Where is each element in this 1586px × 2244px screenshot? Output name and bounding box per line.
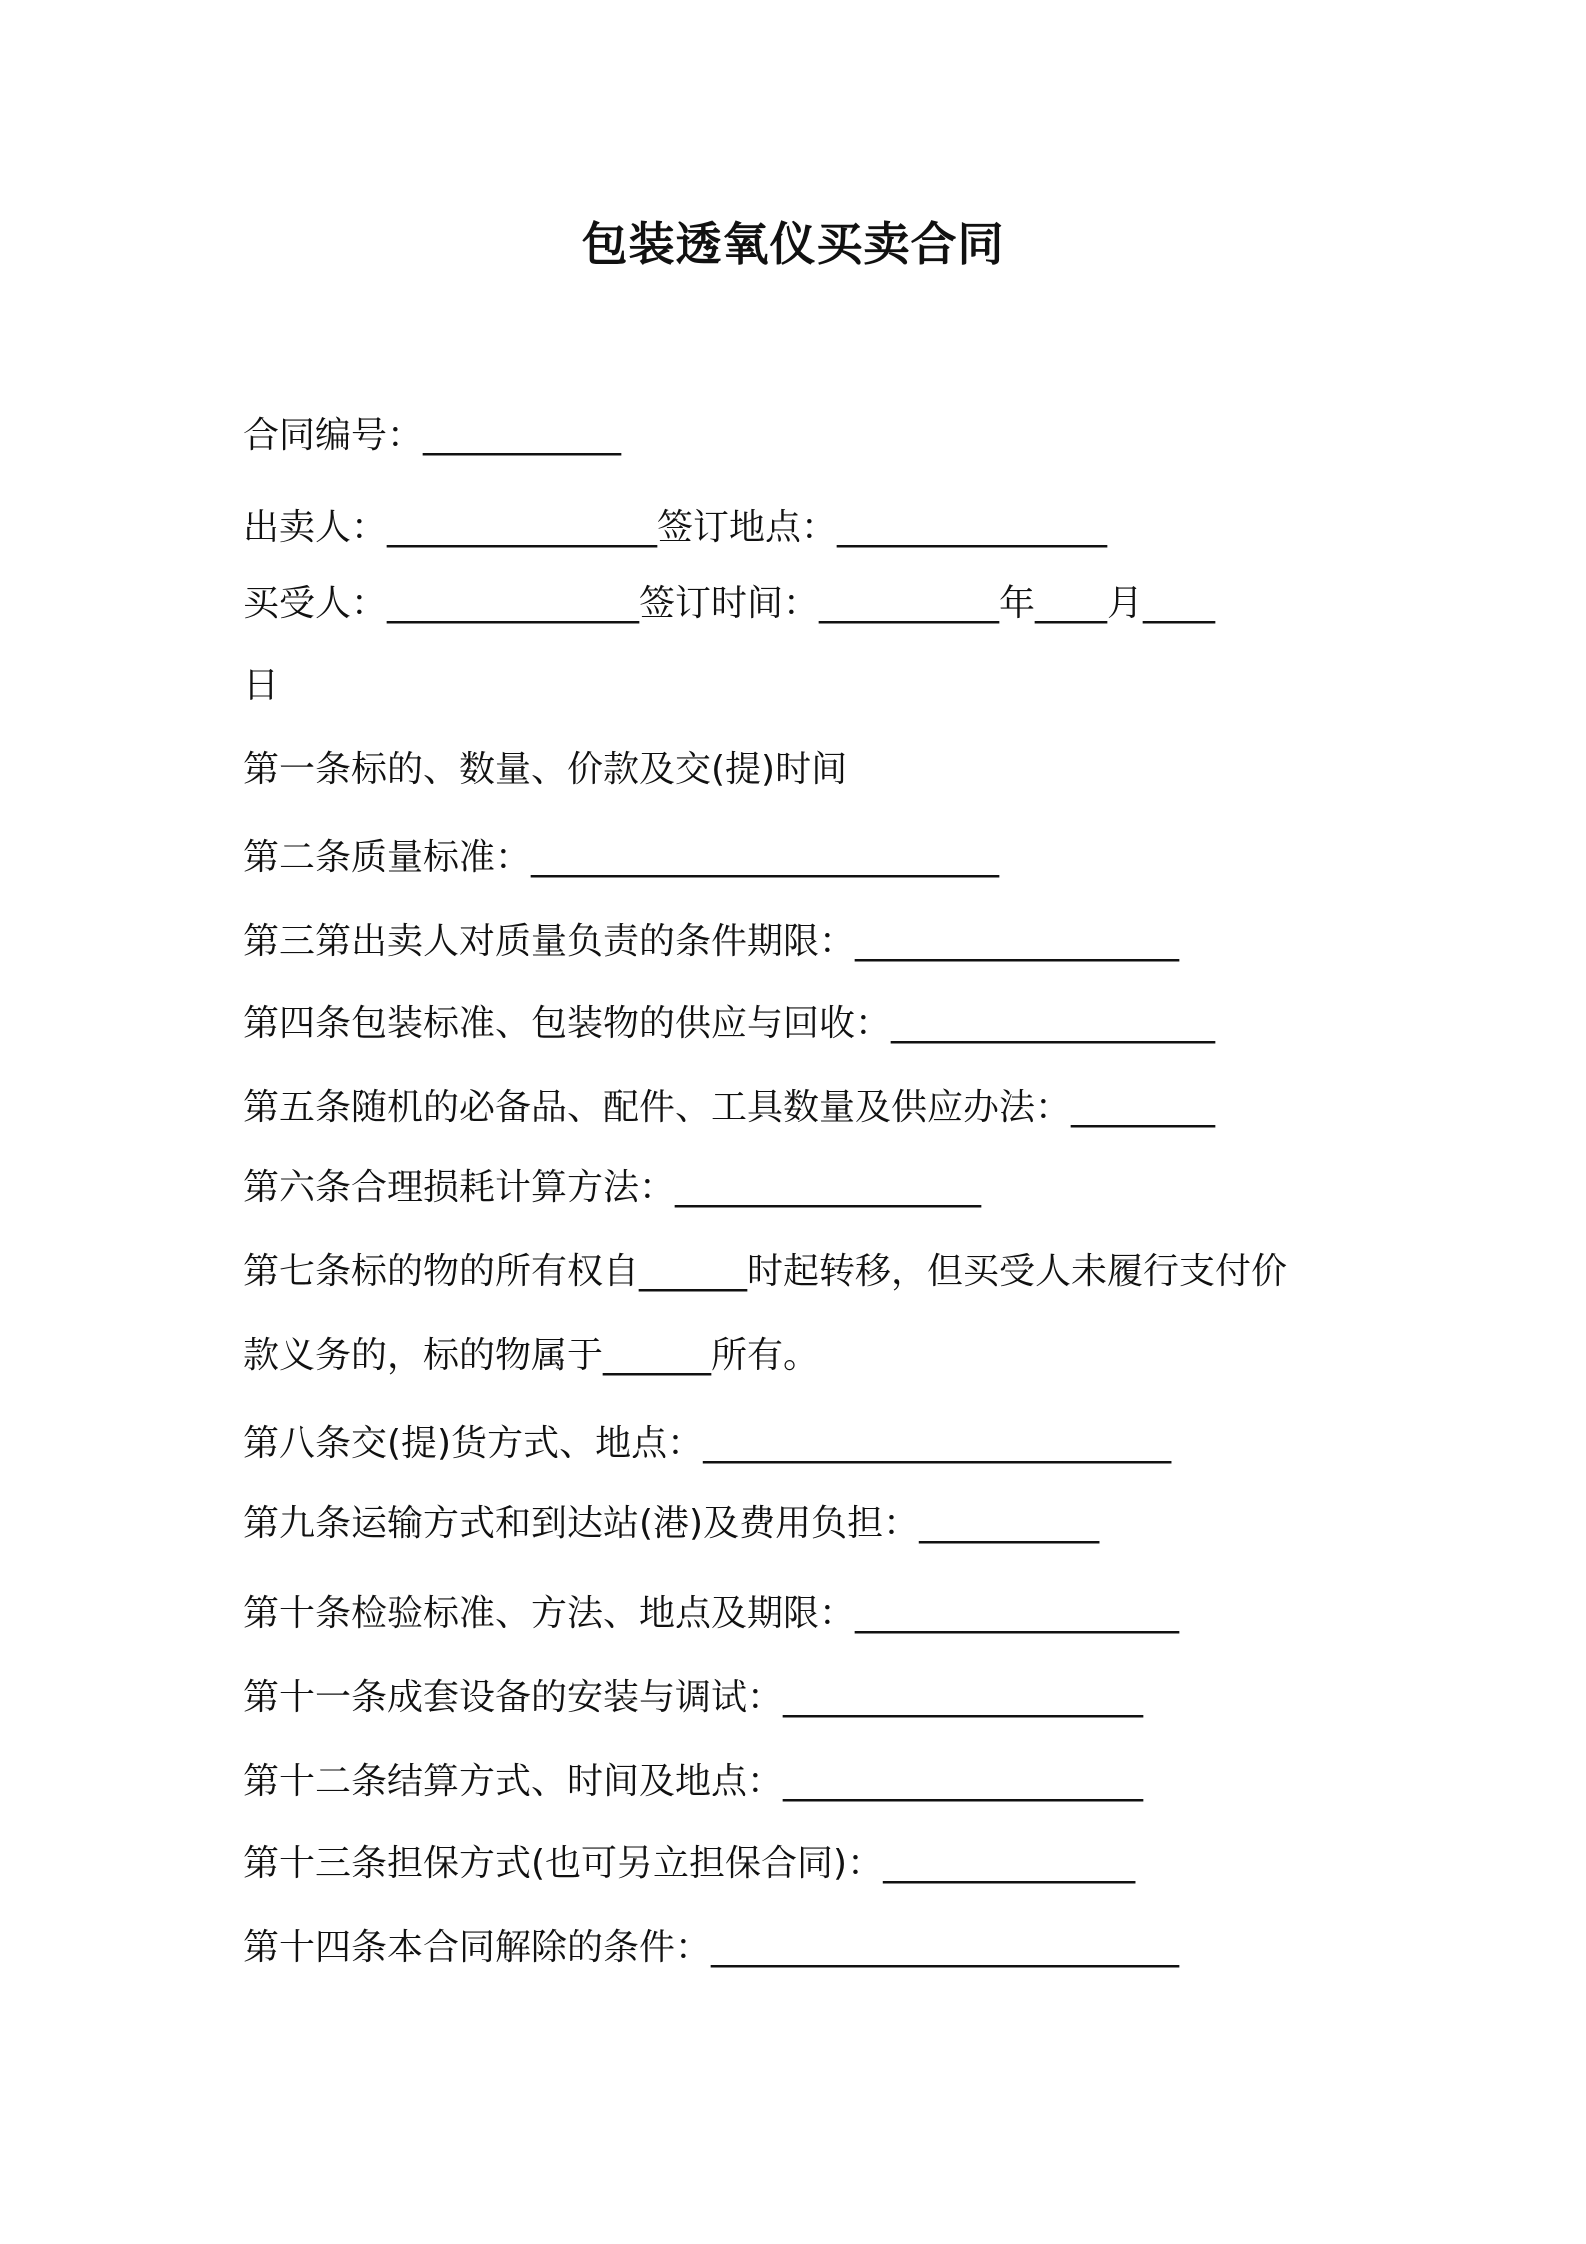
clause-2: 第二条质量标准：__________________________ <box>243 837 1000 878</box>
clause-6: 第六条合理损耗计算方法：_________________ <box>243 1167 982 1208</box>
clause-8: 第八条交(提)货方式、地点：__________________________ <box>243 1423 1172 1464</box>
clause-12: 第十二条结算方式、时间及地点：____________________ <box>243 1761 1144 1802</box>
clause-11: 第十一条成套设备的安装与调试：____________________ <box>243 1677 1144 1718</box>
seller-line: 出卖人：_______________签订地点：_______________ <box>243 507 1108 548</box>
buyer-line: 买受人：______________签订时间：__________年____月____ <box>243 583 1216 624</box>
buyer-line-continued: 日 <box>243 665 280 706</box>
clause-5: 第五条随机的必备品、配件、工具数量及供应办法：________ <box>243 1087 1216 1128</box>
clause-7: 第七条标的物的所有权自______时起转移，但买受人未履行支付价 <box>243 1251 1288 1292</box>
clause-3: 第三第出卖人对质量负责的条件期限：__________________ <box>243 921 1180 962</box>
clause-7-continued: 款义务的，标的物属于______所有。 <box>243 1335 820 1376</box>
document-title: 包装透氧仪买卖合同 <box>581 217 1005 271</box>
clause-1: 第一条标的、数量、价款及交(提)时间 <box>243 749 848 790</box>
clause-14: 第十四条本合同解除的条件：__________________________ <box>243 1927 1180 1968</box>
clause-10: 第十条检验标准、方法、地点及期限：__________________ <box>243 1593 1180 1634</box>
contract-number-line: 合同编号：___________ <box>243 415 622 456</box>
clause-9: 第九条运输方式和到达站(港)及费用负担：__________ <box>243 1503 1100 1544</box>
clause-13: 第十三条担保方式(也可另立担保合同)：______________ <box>243 1843 1136 1884</box>
clause-4: 第四条包装标准、包装物的供应与回收：__________________ <box>243 1003 1216 1044</box>
